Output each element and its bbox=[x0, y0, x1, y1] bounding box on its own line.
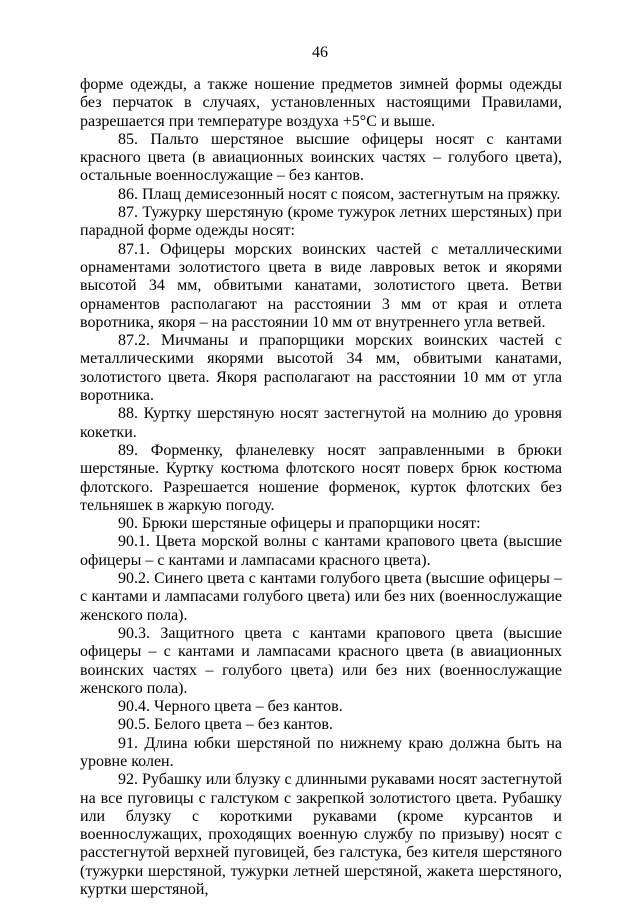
paragraph-90-4: 90.4. Черного цвета – без кантов. bbox=[118, 698, 343, 716]
paragraph-87-1: 87.1. Офицеры морских воинских частей с металлическими орнаментами золотистого цвета в виде лавровых веток и якорями высотой 34 мм, обвитыми канатами, золотистого цвета. Ветви орнаментов располагают на расстоянии 3 мм от края и отлета воротника, якоря – на расстоянии 10 мм от внутреннего угла ветвей. bbox=[80, 240, 562, 331]
paragraph-87-2: 87.2. Мичманы и прапорщики морских воинских частей с металлическими якорями высотой 34 мм, обвитыми канатами, золотистого цвета. Якоря располагают на расстоянии 10 мм от угла воротника. bbox=[80, 332, 562, 405]
document-body bbox=[80, 76, 562, 899]
paragraph-90-3: 90.3. Защитного цвета с кантами крапового цвета (высшие офицеры – с кантами и лампасами красного цвета (в авиационных воинских частях – голубого цвета) или без них (военнослужащие женского пола). bbox=[80, 624, 562, 697]
paragraph-86: 86. Плащ демисезонный носят с поясом, застегнутым на пряжку. bbox=[118, 185, 561, 203]
paragraph-90-2: 90.2. Синего цвета с кантами голубого цвета (высшие офицеры – с кантами и лампасами голубого цвета) или без них (военнослужащие женского пола). bbox=[80, 570, 562, 624]
paragraph-88: 88. Куртку шерстяную носят застегнутой на молнию до уровня кокетки. bbox=[80, 405, 562, 441]
paragraph-90: 90. Брюки шерстяные офицеры и прапорщики носят: bbox=[118, 515, 481, 533]
paragraph-90-5: 90.5. Белого цвета – без кантов. bbox=[118, 716, 333, 734]
page-number: 46 bbox=[312, 44, 328, 61]
paragraph-92: 92. Рубашку или блузку с длинными рукавами носят застегнутой на все пуговицы с галстуком с закрепкой золотистого цвета. Рубашку или блузку с короткими рукавами (кроме курсантов и военнослужащих, проходящих военную службу по призыву) носят с расстегнутой верхней пуговицей, без галстука, без кителя шерстяного (тужурки шерстяной, тужурки летней шерстяной, жакета шерстяного, куртки шерстяной, bbox=[80, 771, 562, 899]
paragraph-91: 91. Длина юбки шерстяной по нижнему краю должна быть на уровне колен. bbox=[80, 734, 562, 770]
paragraph-89: 89. Форменку, фланелевку носят заправленными в брюки шерстяные. Куртку костюма флотского носят поверх брюк костюма флотского. Разрешается ношение форменок, курток флотских без тельняшек в жаркую погоду. bbox=[80, 441, 562, 514]
paragraph-continuation: форме одежды, а также ношение предметов зимней формы одежды без перчаток в случаях, установленных настоящими Правилами, разрешается при температуре воздуха +5°С и выше. bbox=[80, 76, 562, 130]
paragraph-90-1: 90.1. Цвета морской волны с кантами крапового цвета (высшие офицеры – с кантами и лампасами красного цвета). bbox=[80, 533, 562, 569]
paragraph-85: 85. Пальто шерстяное высшие офицеры носят с кантами красного цвета (в авиационных воинских частях – голубого цвета), остальные военнослужащие – без кантов. bbox=[80, 130, 562, 185]
paragraph-87: 87. Тужурку шерстяную (кроме тужурок летних шерстяных) при парадной форме одежды носят: bbox=[80, 204, 562, 240]
